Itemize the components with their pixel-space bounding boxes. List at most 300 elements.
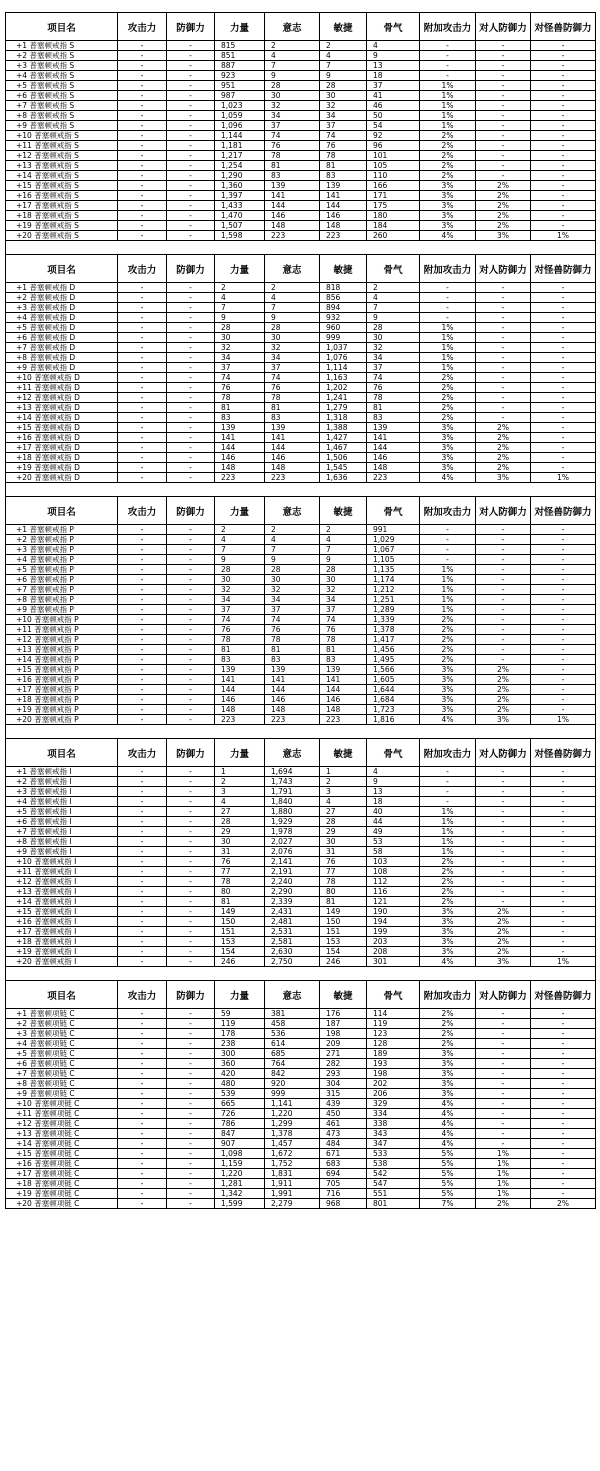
value-cell: 146 (265, 211, 320, 221)
table-row (6, 313, 596, 323)
value-cell: - (118, 1059, 167, 1069)
value-cell: 32 (215, 585, 265, 595)
value-cell: 2% (476, 423, 531, 433)
value-cell: 28 (215, 817, 265, 827)
value-cell: 5% (420, 1149, 476, 1159)
item-name-cell: +4 普塞顿戒指 I (6, 797, 118, 807)
value-cell: 13 (367, 787, 420, 797)
value-cell: 923 (215, 71, 265, 81)
item-name-cell: +18 普塞顿戒指 P (6, 695, 118, 705)
value-cell: 1,174 (367, 575, 420, 585)
value-cell: - (167, 1029, 215, 1039)
value-cell: - (167, 767, 215, 777)
value-cell: 78 (265, 393, 320, 403)
value-cell: 1% (476, 1189, 531, 1199)
value-cell: 28 (265, 565, 320, 575)
table-row (6, 1039, 596, 1049)
value-cell: 29 (215, 827, 265, 837)
item-name-cell: +18 普塞顿戒指 D (6, 453, 118, 463)
value-cell: - (531, 323, 596, 333)
value-cell: 149 (320, 907, 367, 917)
value-cell: 76 (265, 141, 320, 151)
value-cell: - (118, 1159, 167, 1169)
item-name-cell: +8 普塞顿戒指 D (6, 353, 118, 363)
value-cell: 153 (320, 937, 367, 947)
item-name-cell: +13 普塞顿戒指 S (6, 161, 118, 171)
table-row (6, 605, 596, 615)
value-cell: 37 (265, 363, 320, 373)
item-name-cell: +10 普塞顿戒指 S (6, 131, 118, 141)
value-cell: 190 (367, 907, 420, 917)
value-cell: - (476, 525, 531, 535)
value-cell: - (118, 1009, 167, 1019)
value-cell: - (118, 837, 167, 847)
table-row (6, 695, 596, 705)
value-cell: 146 (320, 211, 367, 221)
value-cell: 27 (320, 807, 367, 817)
table-row (6, 343, 596, 353)
table-row (6, 927, 596, 937)
value-cell: 81 (265, 645, 320, 655)
value-cell: 154 (320, 947, 367, 957)
value-cell: 1% (420, 595, 476, 605)
value-cell: 3 (215, 787, 265, 797)
value-cell: 148 (320, 221, 367, 231)
value-cell: - (476, 1119, 531, 1129)
value-cell: - (531, 797, 596, 807)
value-cell: 139 (265, 665, 320, 675)
value-cell: - (531, 585, 596, 595)
value-cell: - (167, 111, 215, 121)
value-cell: 49 (367, 827, 420, 837)
item-name-cell: +17 普塞顿戒指 S (6, 201, 118, 211)
value-cell: 166 (367, 181, 420, 191)
value-cell: - (476, 1139, 531, 1149)
value-cell: - (420, 313, 476, 323)
value-cell: 671 (320, 1149, 367, 1159)
value-cell: 76 (367, 383, 420, 393)
value-cell: 146 (265, 695, 320, 705)
value-cell: - (118, 655, 167, 665)
value-cell: 246 (215, 957, 265, 967)
value-cell: - (420, 555, 476, 565)
value-cell: - (167, 181, 215, 191)
value-cell: 3% (420, 221, 476, 231)
table-row (6, 575, 596, 585)
item-name-cell: +11 普塞顿戒指 P (6, 625, 118, 635)
value-cell: 1,433 (215, 201, 265, 211)
table-row (6, 453, 596, 463)
table-row (6, 303, 596, 313)
value-cell: 7 (265, 61, 320, 71)
value-cell: - (118, 151, 167, 161)
value-cell: 2% (476, 443, 531, 453)
value-cell: - (167, 907, 215, 917)
value-cell: - (531, 777, 596, 787)
value-cell: - (531, 907, 596, 917)
value-cell: - (167, 1199, 215, 1209)
value-cell: - (118, 1049, 167, 1059)
column-header: 力量 (215, 981, 265, 1009)
value-cell: - (118, 353, 167, 363)
value-cell: 32 (265, 101, 320, 111)
table-row (6, 937, 596, 947)
value-cell: 178 (215, 1029, 265, 1039)
value-cell: 2,290 (265, 887, 320, 897)
value-cell: - (118, 1199, 167, 1209)
item-name-cell: +20 普塞顿戒指 I (6, 957, 118, 967)
value-cell: - (531, 443, 596, 453)
value-cell: - (167, 1099, 215, 1109)
value-cell: 9 (367, 777, 420, 787)
value-cell: 123 (367, 1029, 420, 1039)
value-cell: - (531, 1049, 596, 1059)
value-cell: - (476, 877, 531, 887)
value-cell: - (531, 857, 596, 867)
table-row (6, 181, 596, 191)
section-gap-cell (6, 241, 596, 255)
value-cell: 144 (265, 685, 320, 695)
value-cell: - (167, 525, 215, 535)
column-header: 敏捷 (320, 981, 367, 1009)
value-cell: 139 (367, 423, 420, 433)
value-cell: 2,279 (265, 1199, 320, 1209)
value-cell: 37 (320, 121, 367, 131)
item-name-cell: +7 普塞顿戒指 S (6, 101, 118, 111)
value-cell: 3% (420, 1049, 476, 1059)
value-cell: 2% (420, 1029, 476, 1039)
value-cell: 4% (420, 1109, 476, 1119)
value-cell: 34 (215, 353, 265, 363)
value-cell: - (476, 151, 531, 161)
value-cell: 1,506 (320, 453, 367, 463)
item-name-cell: +12 普塞顿项链 C (6, 1119, 118, 1129)
value-cell: - (118, 957, 167, 967)
value-cell: 41 (367, 91, 420, 101)
value-cell: - (118, 827, 167, 837)
table-row (6, 1189, 596, 1199)
value-cell: - (476, 1099, 531, 1109)
value-cell: - (531, 767, 596, 777)
table-row (6, 585, 596, 595)
value-cell: - (531, 1189, 596, 1199)
value-cell: 1% (420, 605, 476, 615)
table-row (6, 1139, 596, 1149)
value-cell: 1% (420, 565, 476, 575)
value-cell: - (118, 433, 167, 443)
value-cell: 148 (367, 463, 420, 473)
table-row (6, 645, 596, 655)
table-row (6, 525, 596, 535)
value-cell: 2% (476, 453, 531, 463)
column-header: 对怪兽防御力 (531, 497, 596, 525)
table-row (6, 1199, 596, 1209)
value-cell: - (476, 393, 531, 403)
value-cell: 77 (215, 867, 265, 877)
value-cell: 2% (420, 857, 476, 867)
value-cell: - (476, 41, 531, 51)
value-cell: - (167, 333, 215, 343)
value-cell: - (476, 303, 531, 313)
value-cell: - (476, 343, 531, 353)
value-cell: 83 (367, 413, 420, 423)
value-cell: - (167, 555, 215, 565)
value-cell: - (118, 221, 167, 231)
value-cell: 30 (320, 575, 367, 585)
value-cell: 461 (320, 1119, 367, 1129)
value-cell: 2% (476, 927, 531, 937)
value-cell: - (167, 1039, 215, 1049)
value-cell: - (420, 797, 476, 807)
value-cell: 1% (420, 101, 476, 111)
value-cell: - (420, 293, 476, 303)
value-cell: - (167, 211, 215, 221)
value-cell: 3% (420, 423, 476, 433)
value-cell: 1,037 (320, 343, 367, 353)
value-cell: - (118, 343, 167, 353)
item-name-cell: +3 普塞顿戒指 S (6, 61, 118, 71)
section-gap (6, 241, 596, 255)
value-cell: - (167, 917, 215, 927)
value-cell: 2,076 (265, 847, 320, 857)
item-name-cell: +17 普塞顿项链 C (6, 1169, 118, 1179)
value-cell: - (531, 847, 596, 857)
value-cell: - (167, 575, 215, 585)
value-cell: 3% (476, 957, 531, 967)
value-cell: 3% (420, 665, 476, 675)
value-cell: 991 (367, 525, 420, 535)
value-cell: 4 (320, 51, 367, 61)
item-name-cell: +14 普塞顿戒指 I (6, 897, 118, 907)
column-header: 骨气 (367, 981, 420, 1009)
value-cell: - (167, 61, 215, 71)
column-header: 对怪兽防御力 (531, 255, 596, 283)
value-cell: 76 (265, 383, 320, 393)
value-cell: - (531, 413, 596, 423)
value-cell: 37 (265, 121, 320, 131)
item-name-cell: +7 普塞顿戒指 P (6, 585, 118, 595)
value-cell: - (531, 675, 596, 685)
item-name-cell: +17 普塞顿戒指 P (6, 685, 118, 695)
value-cell: 74 (367, 373, 420, 383)
column-header: 项目名 (6, 497, 118, 525)
value-cell: - (167, 71, 215, 81)
item-name-cell: +2 普塞顿戒指 I (6, 777, 118, 787)
value-cell: 9 (367, 51, 420, 61)
value-cell: 2,581 (265, 937, 320, 947)
value-cell: - (167, 655, 215, 665)
value-cell: 81 (265, 403, 320, 413)
value-cell: - (118, 767, 167, 777)
value-cell: 112 (367, 877, 420, 887)
value-cell: - (476, 1059, 531, 1069)
value-cell: - (167, 605, 215, 615)
value-cell: - (118, 51, 167, 61)
value-cell: - (476, 313, 531, 323)
value-cell: - (476, 595, 531, 605)
column-header: 力量 (215, 739, 265, 767)
value-cell: 1,545 (320, 463, 367, 473)
value-cell: 74 (265, 131, 320, 141)
value-cell: 1,470 (215, 211, 265, 221)
table-row (6, 1169, 596, 1179)
value-cell: 801 (367, 1199, 420, 1209)
value-cell: - (167, 343, 215, 353)
value-cell: 842 (265, 1069, 320, 1079)
value-cell: - (167, 937, 215, 947)
value-cell: - (531, 433, 596, 443)
value-cell: 144 (265, 443, 320, 453)
column-header: 对怪兽防御力 (531, 981, 596, 1009)
value-cell: - (476, 353, 531, 363)
item-name-cell: +4 普塞顿戒指 D (6, 313, 118, 323)
value-cell: - (167, 927, 215, 937)
value-cell: 1% (476, 1159, 531, 1169)
value-cell: 1,159 (215, 1159, 265, 1169)
column-header: 敏捷 (320, 497, 367, 525)
value-cell: 1,135 (367, 565, 420, 575)
section-gap-cell (6, 725, 596, 739)
value-cell: 76 (320, 141, 367, 151)
value-cell: - (531, 383, 596, 393)
value-cell: - (476, 625, 531, 635)
value-cell: 44 (367, 817, 420, 827)
value-cell: - (476, 1019, 531, 1029)
value-cell: 1,144 (215, 131, 265, 141)
value-cell: 1,816 (367, 715, 420, 725)
value-cell: 80 (215, 887, 265, 897)
value-cell: 223 (265, 473, 320, 483)
value-cell: 2% (420, 1019, 476, 1029)
table-row (6, 1109, 596, 1119)
value-cell: - (118, 383, 167, 393)
value-cell: - (167, 121, 215, 131)
value-cell: - (476, 373, 531, 383)
value-cell: 4 (367, 767, 420, 777)
value-cell: 1,694 (265, 767, 320, 777)
value-cell: 2% (420, 393, 476, 403)
table-row (6, 1079, 596, 1089)
value-cell: 198 (367, 1069, 420, 1079)
value-cell: - (531, 837, 596, 847)
table-row (6, 221, 596, 231)
table-row (6, 625, 596, 635)
value-cell: - (531, 293, 596, 303)
value-cell: 4% (420, 1099, 476, 1109)
column-header: 力量 (215, 13, 265, 41)
value-cell: 2,027 (265, 837, 320, 847)
value-cell: 81 (367, 403, 420, 413)
value-cell: - (167, 161, 215, 171)
value-cell: - (167, 585, 215, 595)
value-cell: 1,378 (265, 1129, 320, 1139)
value-cell: - (118, 283, 167, 293)
value-cell: 2% (420, 877, 476, 887)
value-cell: 1,339 (367, 615, 420, 625)
item-name-cell: +9 普塞顿项链 C (6, 1089, 118, 1099)
value-cell: 2,191 (265, 867, 320, 877)
value-cell: 146 (215, 695, 265, 705)
value-cell: 547 (367, 1179, 420, 1189)
value-cell: 1% (420, 575, 476, 585)
value-cell: - (167, 363, 215, 373)
value-cell: 141 (320, 191, 367, 201)
value-cell: - (476, 767, 531, 777)
item-name-cell: +12 普塞顿戒指 I (6, 877, 118, 887)
item-name-cell: +5 普塞顿项链 C (6, 1049, 118, 1059)
value-cell: - (167, 545, 215, 555)
value-cell: 30 (215, 575, 265, 585)
value-cell: 334 (367, 1109, 420, 1119)
column-header: 附加攻击力 (420, 739, 476, 767)
value-cell: 3% (420, 917, 476, 927)
value-cell: - (167, 393, 215, 403)
table-row (6, 81, 596, 91)
value-cell: 3% (476, 473, 531, 483)
value-cell: 193 (367, 1059, 420, 1069)
value-cell: - (167, 957, 215, 967)
value-cell: - (118, 535, 167, 545)
item-name-cell: +9 普塞顿戒指 S (6, 121, 118, 131)
value-cell: - (118, 807, 167, 817)
value-cell: 30 (265, 333, 320, 343)
value-cell: - (167, 715, 215, 725)
value-cell: 1,598 (215, 231, 265, 241)
column-header: 对人防御力 (476, 981, 531, 1009)
value-cell: - (531, 525, 596, 535)
value-cell: - (531, 615, 596, 625)
column-header: 力量 (215, 255, 265, 283)
value-cell: - (118, 1149, 167, 1159)
value-cell: 37 (265, 605, 320, 615)
value-cell: 2 (320, 525, 367, 535)
value-cell: - (118, 705, 167, 715)
value-cell: 856 (320, 293, 367, 303)
column-header: 意志 (265, 739, 320, 767)
value-cell: 141 (265, 675, 320, 685)
value-cell: 1% (476, 1149, 531, 1159)
value-cell: 83 (265, 655, 320, 665)
value-cell: - (531, 917, 596, 927)
value-cell: 144 (320, 201, 367, 211)
value-cell: 538 (367, 1159, 420, 1169)
value-cell: 4 (215, 797, 265, 807)
value-cell: 726 (215, 1109, 265, 1119)
value-cell: - (118, 171, 167, 181)
value-cell: - (531, 1109, 596, 1119)
value-cell: 1% (420, 585, 476, 595)
value-cell: 1,220 (215, 1169, 265, 1179)
column-header: 项目名 (6, 13, 118, 41)
value-cell: 1,029 (367, 535, 420, 545)
value-cell: 34 (320, 595, 367, 605)
value-cell: 28 (265, 323, 320, 333)
value-cell: - (118, 303, 167, 313)
value-cell: 3% (420, 211, 476, 221)
value-cell: 78 (265, 151, 320, 161)
value-cell: 198 (320, 1029, 367, 1039)
value-cell: 74 (320, 615, 367, 625)
value-cell: 144 (215, 443, 265, 453)
value-cell: 32 (367, 343, 420, 353)
item-name-cell: +11 普塞顿戒指 S (6, 141, 118, 151)
value-cell: - (167, 313, 215, 323)
value-cell: 37 (320, 605, 367, 615)
value-cell: 28 (265, 81, 320, 91)
value-cell: - (531, 1169, 596, 1179)
value-cell: 83 (265, 171, 320, 181)
value-cell: 2% (476, 181, 531, 191)
